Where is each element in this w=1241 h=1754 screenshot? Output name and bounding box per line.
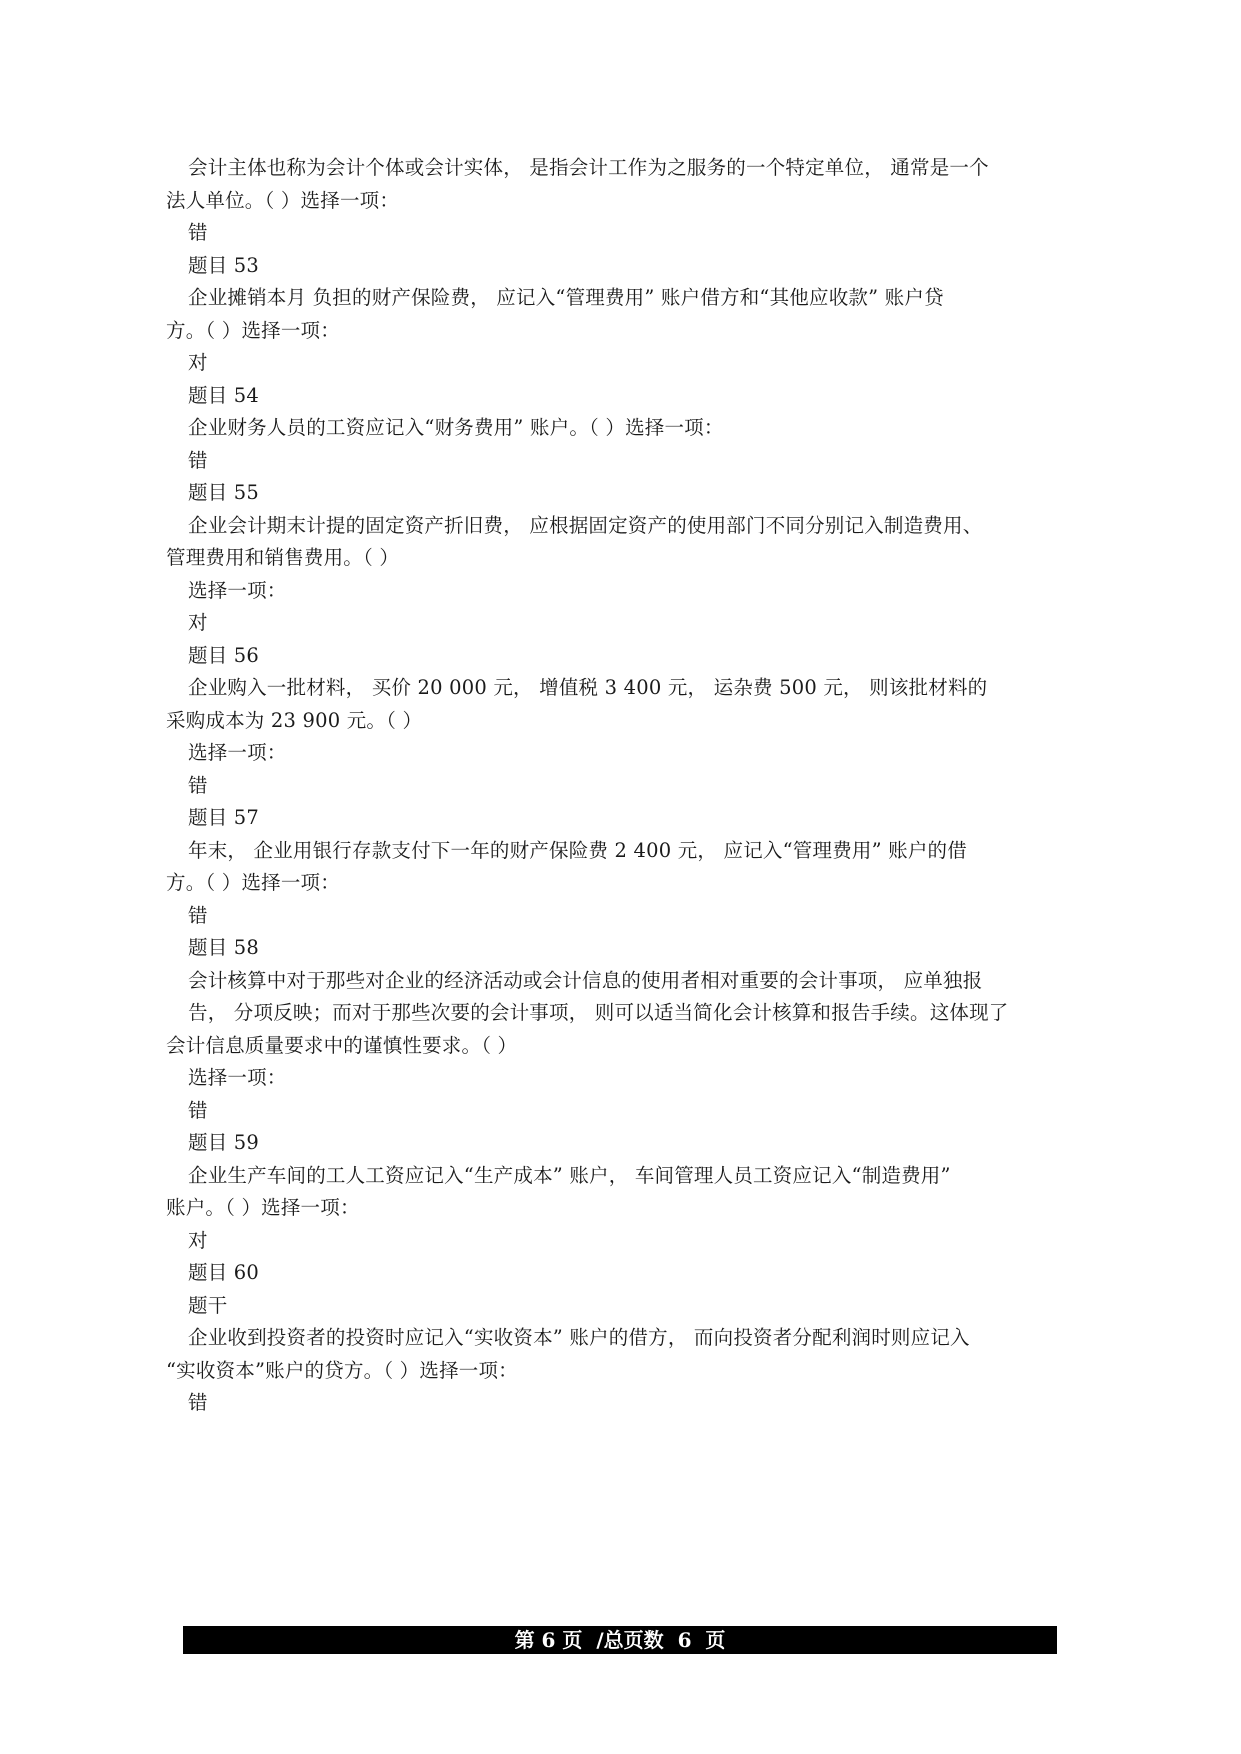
- page-number: 第 6 页 /总页数 6 页: [514, 1628, 726, 1652]
- text-line: 企业会计期末计提的固定资产折旧费， 应根据固定资产的使用部门不同分别记入制造费用、: [188, 513, 983, 537]
- text-line: 账户。（ ）选择一项：: [166, 1196, 360, 1219]
- text-line: 企业生产车间的工人工资应记入“生产成本” 账户， 车间管理人员工资应记入“制造费用”: [188, 1163, 951, 1187]
- text-line: 会计核算中对于那些对企业的经济活动或会计信息的使用者相对重要的会计事项， 应单独报: [188, 968, 983, 992]
- answer-line: 错: [188, 1098, 208, 1122]
- answer-line: 错: [188, 1391, 208, 1414]
- text-line: 企业购入一批材料， 买价 20 000 元， 增值税 3 400 元， 运杂费 500 元， 则该批材料的: [188, 676, 988, 699]
- answer-line: 错: [188, 773, 208, 797]
- stem-label: 题干: [188, 1293, 228, 1317]
- answer-line: 对: [188, 611, 208, 634]
- question-number: 题目 53: [188, 253, 260, 277]
- question-number: 题目 60: [188, 1261, 260, 1284]
- question-number: 题目 54: [188, 383, 260, 407]
- text-line: 年末， 企业用银行存款支付下一年的财产保险费 2 400 元， 应记入“管理费用” 账户的借: [188, 838, 967, 862]
- choice-prompt: 选择一项：: [188, 741, 287, 764]
- answer-line: 对: [188, 351, 208, 374]
- text-line: 采购成本为 23 900 元。（ ）: [166, 708, 423, 732]
- question-number: 题目 59: [188, 1131, 260, 1154]
- choice-prompt: 选择一项：: [188, 1066, 287, 1089]
- document-body: [166, 152, 1068, 1420]
- choice-prompt: 选择一项：: [188, 578, 287, 602]
- text-line: 法人单位。（ ）选择一项：: [166, 188, 400, 212]
- text-line: 方。（ ）选择一项：: [166, 318, 340, 342]
- text-line: 告， 分项反映；而对于那些次要的会计事项， 则可以适当简化会计核算和报告手续。这体现了: [188, 1001, 1009, 1024]
- text-line: 企业摊销本月 负担的财产保险费， 应记入“管理费用” 账户借方和“其他应收款” 账户贷: [188, 286, 944, 309]
- question-number: 题目 57: [188, 806, 260, 829]
- question-number: 题目 55: [188, 481, 260, 504]
- text-line: 方。（ ）选择一项：: [166, 871, 340, 894]
- answer-line: 错: [188, 221, 208, 244]
- text-line: 会计主体也称为会计个体或会计实体， 是指会计工作为之服务的一个特定单位， 通常是一个: [188, 156, 989, 179]
- question-number: 题目 56: [188, 643, 260, 667]
- answer-line: 错: [188, 903, 208, 927]
- text-line: “实收资本”账户的贷方。（ ）选择一项：: [166, 1358, 518, 1382]
- text-line: 企业财务人员的工资应记入“财务费用” 账户。（ ）选择一项：: [188, 416, 724, 439]
- text-line: 管理费用和销售费用。（ ）: [166, 546, 400, 569]
- text-line: 企业收到投资者的投资时应记入“实收资本” 账户的借方， 而向投资者分配利润时则应记入: [188, 1326, 970, 1349]
- answer-line: 错: [188, 448, 208, 472]
- text-line: 会计信息质量要求中的谨慎性要求。（ ）: [166, 1033, 518, 1057]
- answer-line: 对: [188, 1228, 208, 1252]
- page-footer: [183, 1626, 1057, 1654]
- question-number: 题目 58: [188, 936, 260, 959]
